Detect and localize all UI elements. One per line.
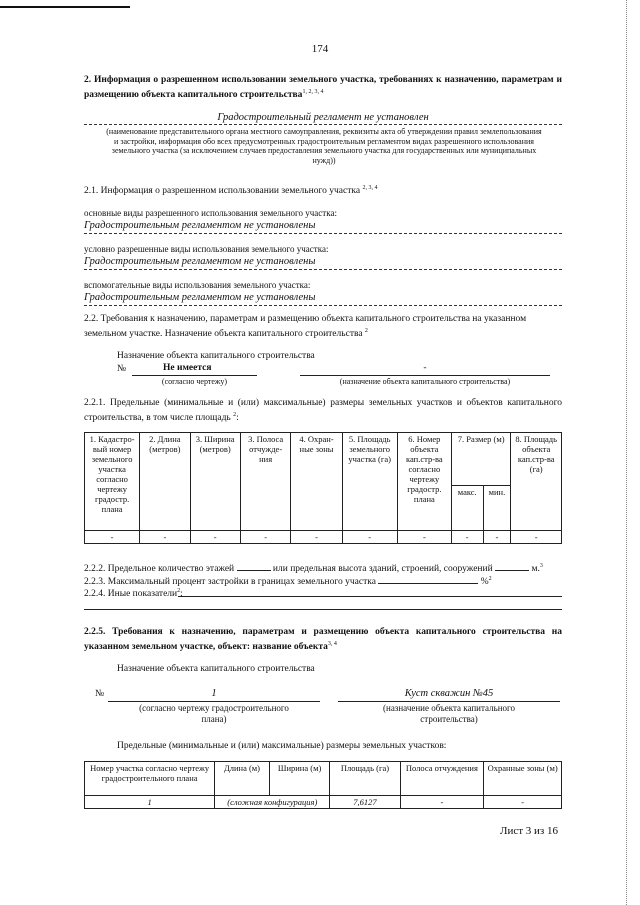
s224-line: 2.2.4. Иные показатели$^2$: bbox=[84, 588, 183, 600]
s22-purpose-underline bbox=[300, 375, 550, 376]
s225-limits-label: Предельные (минимальные и (или) максимальные) размеры земельных участков: bbox=[117, 741, 447, 751]
s225-no-value: 1 bbox=[211, 688, 217, 699]
s221-header-cell: 6. Номер объекта кап.стр-ва согласно чертежу градостр. плана bbox=[397, 433, 451, 531]
table-cell: - bbox=[240, 531, 291, 544]
table-cell: - bbox=[140, 531, 190, 544]
s21-main-value: Градостроительным регламентом не установлены bbox=[84, 220, 316, 231]
table-cell: - bbox=[400, 796, 484, 809]
s22-cap-right: (назначение объекта капитального строительства) bbox=[339, 377, 511, 386]
scan-edge bbox=[626, 0, 628, 905]
s221-header-cell: 2. Длина (метров) bbox=[140, 433, 190, 531]
s225-no-underline bbox=[108, 701, 320, 702]
table-cell: - bbox=[451, 531, 483, 544]
s224-underline bbox=[178, 596, 562, 597]
s225-name-value: Куст скважин №45 bbox=[404, 688, 494, 699]
s22-no-label: № bbox=[117, 364, 127, 374]
table-cell: - bbox=[483, 531, 511, 544]
s224-underline-2 bbox=[84, 609, 562, 610]
s21-title: 2.1. Информация о разрешенном использовании земельного участка $^{2, 3, 4}$ bbox=[84, 185, 378, 197]
s225-cap-left-2: плана) bbox=[201, 714, 227, 724]
s21-aux-underline bbox=[84, 305, 562, 306]
table-cell: (сложная конфигурация) bbox=[215, 796, 330, 809]
s225-cap-left-1: (согласно чертежу градостроительного bbox=[139, 703, 289, 713]
section-heading: 2. Информация о разрешенном использовании земельного участка, требованиях к назначению, параметрам и размещению объекта капитального строительства$^{1, 2, 3, 4}$ bbox=[84, 75, 562, 101]
s221-table bbox=[84, 432, 562, 544]
s21-main-underline bbox=[84, 233, 562, 234]
s221-header-cell: 8. Площадь объекта кап.стр-ва (га) bbox=[511, 433, 562, 531]
s221-header-cell: 3. Полоса отчужде-ния bbox=[240, 433, 291, 531]
s223-line: 2.2.3. Максимальный процент застройки в границах земельного участка %$^2$ bbox=[84, 576, 492, 588]
s22-no-value: Не имеется bbox=[163, 363, 212, 373]
s222-line: 2.2.2. Предельное количество этажей или предельная высота зданий, строений, сооружений м.$^3$ bbox=[84, 563, 543, 575]
s22-no-underline bbox=[132, 375, 257, 376]
table-cell: - bbox=[342, 531, 397, 544]
s21-main-label: основные виды разрешенного использования земельного участка: bbox=[84, 208, 337, 218]
s221-header-cell: 1. Кадастро-вый номер земельного участка согласно чертежу градостр. плана bbox=[85, 433, 140, 531]
table-cell: - bbox=[85, 531, 140, 544]
table-cell: 7,6127 bbox=[330, 796, 400, 809]
s225-header-cell: Ширина (м) bbox=[269, 762, 330, 796]
s225-header-cell: Длина (м) bbox=[215, 762, 270, 796]
s225-cap-right-2: строительства) bbox=[420, 714, 478, 724]
reglament-caption: (наименование представительного органа местного самоуправления, реквизиты акта об утверждении правил землепользования и застройки, информация обо всех предусмотренных градостроительным регламентом видах разрешенного использования земельного участка (за исключением случаев предоставления земельного участка для государственных или муниципальных нужд)) bbox=[106, 127, 542, 165]
s221-title: 2.2.1. Предельные (минимальные и (или) максимальные) размеры земельных участков и объектов капитального строительства, в том числе площадь $^2$: bbox=[84, 398, 562, 424]
s225-header-cell: Номер участка согласно чертежу градостроительного плана bbox=[85, 762, 215, 796]
s21-cond-value: Градостроительным регламентом не установлены bbox=[84, 256, 316, 267]
reglament-underline bbox=[84, 124, 562, 125]
table-cell: - bbox=[190, 531, 240, 544]
s225-header-cell: Площадь (га) bbox=[330, 762, 400, 796]
s221-header-cell: 3. Ширина (метров) bbox=[190, 433, 240, 531]
s22-cap-left: (согласно чертежу) bbox=[161, 377, 228, 386]
s21-cond-underline bbox=[84, 269, 562, 270]
s225-purpose-label: Назначение объекта капитального строительства bbox=[117, 664, 315, 674]
sheet-footer: Лист 3 из 16 bbox=[500, 825, 559, 837]
top-edge-line bbox=[0, 6, 130, 8]
s21-cond-label: условно разрешенные виды использования земельного участка: bbox=[84, 244, 329, 254]
s221-header-cell: 7. Размер (м) bbox=[451, 433, 510, 486]
table-cell: 1 bbox=[85, 796, 215, 809]
s225-name-underline bbox=[338, 701, 560, 702]
s221-header-cell: 5. Площадь земельного участка (га) bbox=[342, 433, 397, 531]
s21-aux-value: Градостроительным регламентом не установлены bbox=[84, 292, 316, 303]
page-number: 174 bbox=[311, 43, 329, 55]
s225-header-cell: Полоса отчуждения bbox=[400, 762, 484, 796]
s21-aux-label: вспомогательные виды использования земельного участка: bbox=[84, 280, 311, 290]
s225-cap-right-1: (назначение объекта капитального bbox=[383, 703, 515, 713]
reglament-value: Градостроительный регламент не установлен bbox=[217, 112, 429, 123]
s225-no-label: № bbox=[95, 689, 105, 699]
s221-subheader-min: мин. bbox=[483, 486, 511, 531]
s22-purpose-value: - bbox=[423, 363, 427, 373]
table-cell: - bbox=[511, 531, 562, 544]
s221-header-cell: 4. Охран-ные зоны bbox=[291, 433, 342, 531]
s225-title: 2.2.5. Требования к назначению, параметрам и размещению объекта капитального строительства на указанном земельном участке, объект: название объекта$^{3, 4}$ bbox=[84, 627, 562, 653]
table-cell: - bbox=[484, 796, 562, 809]
s22-purpose-label: Назначение объекта капитального строительства bbox=[117, 351, 315, 361]
s225-header-cell: Охранные зоны (м) bbox=[484, 762, 562, 796]
s22-title: 2.2. Требования к назначению, параметрам и размещению объекта капитального строительства на указанном земельном участке. Назначение объекта капитального строительства $^2$ bbox=[84, 314, 527, 340]
table-cell: - bbox=[397, 531, 451, 544]
s225-table bbox=[84, 761, 562, 809]
table-cell: - bbox=[291, 531, 342, 544]
s221-subheader-max: макс. bbox=[451, 486, 483, 531]
